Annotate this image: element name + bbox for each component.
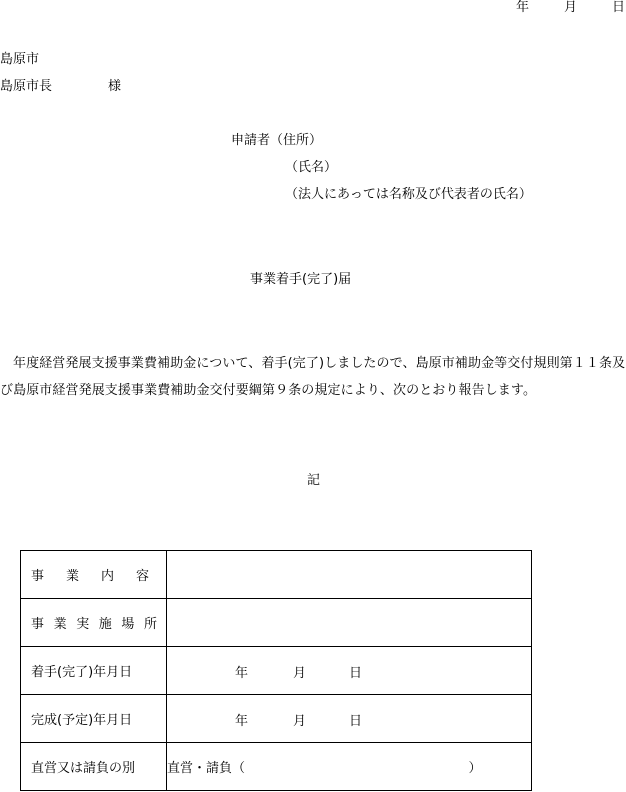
date-year-label: 年 bbox=[516, 0, 530, 15]
value-project-location[interactable] bbox=[167, 599, 532, 647]
table-row bbox=[21, 551, 532, 599]
report-table bbox=[20, 550, 532, 791]
label-completion-date: 完成(予定)年月日 bbox=[21, 695, 167, 743]
table-row bbox=[21, 743, 532, 791]
applicant-name-label: （氏名） bbox=[285, 160, 338, 175]
label-project-content bbox=[21, 551, 167, 599]
table-row bbox=[21, 599, 532, 647]
day-label: 日 bbox=[349, 714, 363, 729]
year-label: 年 bbox=[235, 666, 249, 681]
label-char: 容 bbox=[135, 569, 149, 584]
table-row bbox=[21, 647, 532, 695]
value-execution-method[interactable] bbox=[167, 743, 532, 791]
label-char: 実 bbox=[76, 617, 90, 632]
month-label: 月 bbox=[293, 714, 307, 729]
day-label: 日 bbox=[349, 666, 363, 681]
label-char: 内 bbox=[100, 569, 114, 584]
date-month-label: 月 bbox=[564, 0, 578, 15]
honorific: 様 bbox=[108, 79, 122, 94]
label-char: 事 bbox=[31, 569, 45, 584]
applicant-address-label: 申請者（住所） bbox=[231, 133, 323, 148]
label-char: 施 bbox=[98, 617, 112, 632]
value-completion-date[interactable] bbox=[167, 695, 532, 743]
label-project-location bbox=[21, 599, 167, 647]
value-project-content[interactable] bbox=[167, 551, 532, 599]
label-char: 事 bbox=[31, 617, 45, 632]
document-title: 事業着手(完了)届 bbox=[250, 272, 352, 287]
value-start-date[interactable] bbox=[167, 647, 532, 695]
label-char: 業 bbox=[65, 569, 79, 584]
method-close-paren: ） bbox=[468, 761, 482, 776]
label-char: 業 bbox=[53, 617, 67, 632]
date-day-label: 日 bbox=[612, 0, 626, 15]
table-row bbox=[21, 695, 532, 743]
applicant-corporate-note: （法人にあっては名称及び代表者の氏名） bbox=[285, 187, 532, 202]
month-label: 月 bbox=[293, 666, 307, 681]
addressee-mayor bbox=[0, 79, 122, 95]
label-char: 場 bbox=[121, 617, 135, 632]
method-text: 直営・請負（ bbox=[167, 761, 246, 776]
addressee-city: 島原市 bbox=[0, 52, 40, 67]
label-start-date: 着手(完了)年月日 bbox=[21, 647, 167, 695]
label-execution-method: 直営又は請負の別 bbox=[21, 743, 167, 791]
label-char: 所 bbox=[143, 617, 157, 632]
ki-heading: 記 bbox=[307, 473, 321, 488]
year-label: 年 bbox=[235, 714, 249, 729]
body-paragraph: 年度経営発展支援事業費補助金について、着手(完了)しましたので、島原市補助金等交付規則第１１条及び島原市経営発展支援事業費補助金交付要綱第９条の規定により、次のとおり報告します。 bbox=[0, 356, 626, 398]
mayor-title: 島原市長 bbox=[0, 79, 53, 94]
